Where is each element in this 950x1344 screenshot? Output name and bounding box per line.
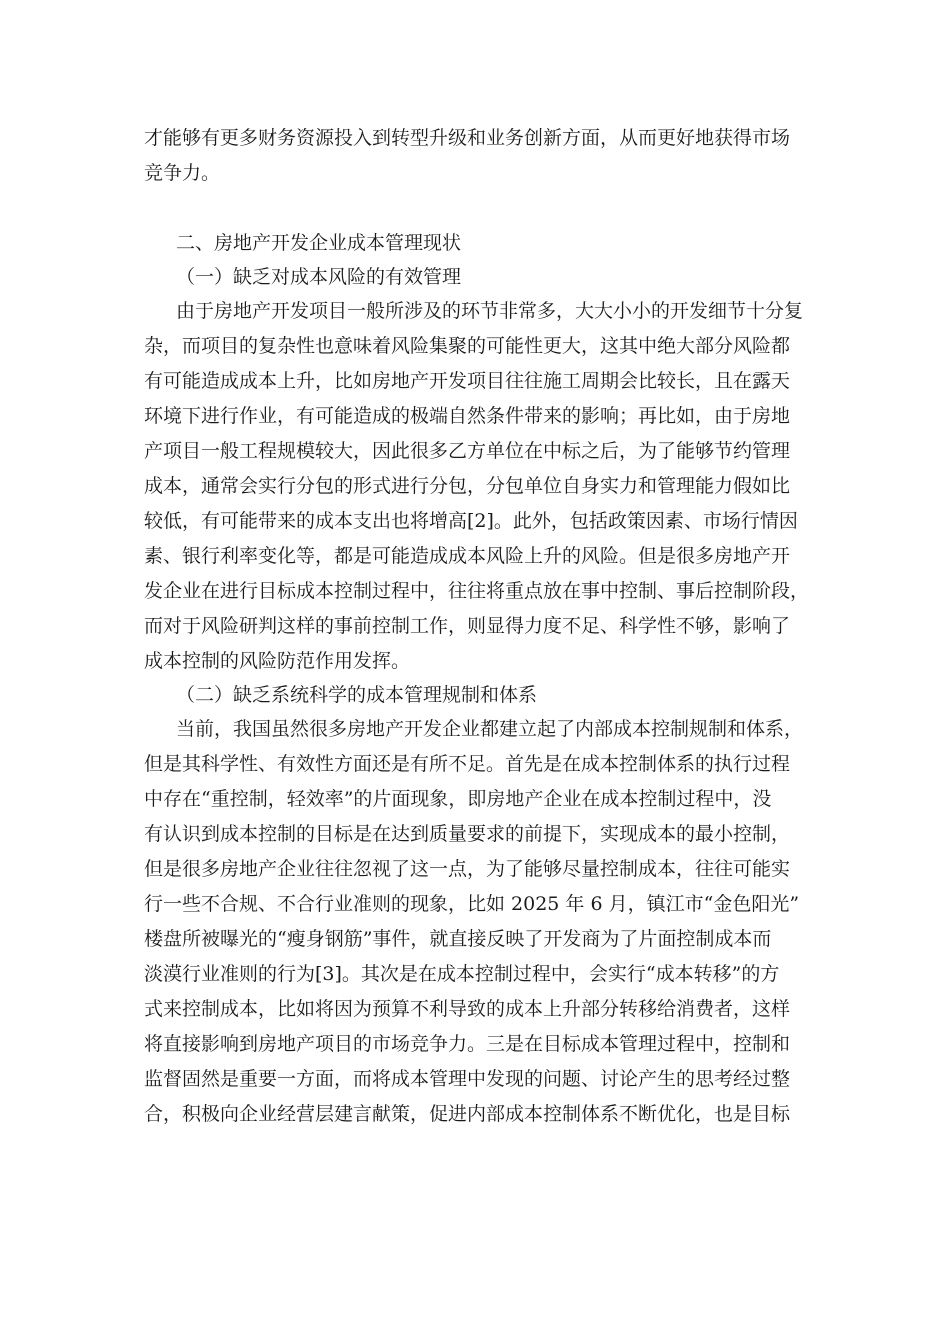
body-line: 监督固然是重要一方面，而将成本管理中发现的问题、讨论产生的思考经过整 xyxy=(144,1068,791,1090)
body-line: 较低，有可能带来的成本支出也将增高[2]。此外，包括政策因素、市场行情因 xyxy=(144,510,798,532)
body-line: 淡漠行业准则的行为[3]。其次是在成本控制过程中，会实行“成本转移”的方 xyxy=(144,963,780,985)
body-line: 当前，我国虽然很多房地产开发企业都建立起了内部成本控制规制和体系， xyxy=(176,718,804,740)
body-line: 而对于风险研判这样的事前控制工作，则显得力度不足、科学性不够，影响了 xyxy=(144,615,791,637)
body-line: 但是其科学性、有效性方面还是有所不足。首先是在成本控制体系的执行过程 xyxy=(144,753,791,775)
body-line: 有可能造成成本上升，比如房地产开发项目往往施工周期会比较长，且在露天 xyxy=(144,370,791,392)
body-line: 但是很多房地产企业往往忽视了这一点，为了能够尽量控制成本，往往可能实 xyxy=(144,858,791,880)
body-line: 式来控制成本，比如将因为预算不利导致的成本上升部分转移给消费者，这样 xyxy=(144,998,791,1020)
body-line: 产项目一般工程规模较大，因此很多乙方单位在中标之后，为了能够节约管理 xyxy=(144,440,791,462)
body-line: 行一些不合规、不合行业准则的现象，比如 2025 年 6 月，镇江市“金色阳光” xyxy=(144,893,800,915)
body-line: 有认识到成本控制的目标是在达到质量要求的前提下，实现成本的最小控制， xyxy=(144,823,791,845)
body-line: 成本控制的风险防范作用发挥。 xyxy=(144,650,411,672)
body-line: 环境下进行作业，有可能造成的极端自然条件带来的影响；再比如，由于房地 xyxy=(144,405,791,427)
body-line: 合，积极向企业经营层建言献策，促进内部成本控制体系不断优化，也是目标 xyxy=(144,1103,791,1125)
body-line: 成本，通常会实行分包的形式进行分包，分包单位自身实力和管理能力假如比 xyxy=(144,475,791,497)
body-line: 楼盘所被曝光的“瘦身钢筋”事件，就直接反映了开发商为了片面控制成本而 xyxy=(144,928,772,950)
body-line: 素、银行利率变化等，都是可能造成成本风险上升的风险。但是很多房地产开 xyxy=(144,545,791,567)
body-line: 由于房地产开发项目一般所涉及的环节非常多，大大小小的开发细节十分复 xyxy=(176,300,804,322)
intro-line: 才能够有更多财务资源投入到转型升级和业务创新方面，从而更好地获得市场 xyxy=(144,127,791,149)
body-line: 发企业在进行目标成本控制过程中，往往将重点放在事中控制、事后控制阶段， xyxy=(144,580,810,602)
subsection-heading: （二）缺乏系统科学的成本管理规制和体系 xyxy=(176,684,538,706)
section-heading: 二、房地产开发企业成本管理现状 xyxy=(176,232,462,254)
subsection-heading: （一）缺乏对成本风险的有效管理 xyxy=(176,266,462,288)
intro-line: 竞争力。 xyxy=(144,162,221,184)
body-line: 杂，而项目的复杂性也意味着风险集聚的可能性更大，这其中绝大部分风险都 xyxy=(144,335,791,357)
body-line: 将直接影响到房地产项目的市场竞争力。三是在目标成本管理过程中，控制和 xyxy=(144,1033,791,1055)
body-line: 中存在“重控制，轻效率”的片面现象，即房地产企业在成本控制过程中，没 xyxy=(144,788,772,810)
